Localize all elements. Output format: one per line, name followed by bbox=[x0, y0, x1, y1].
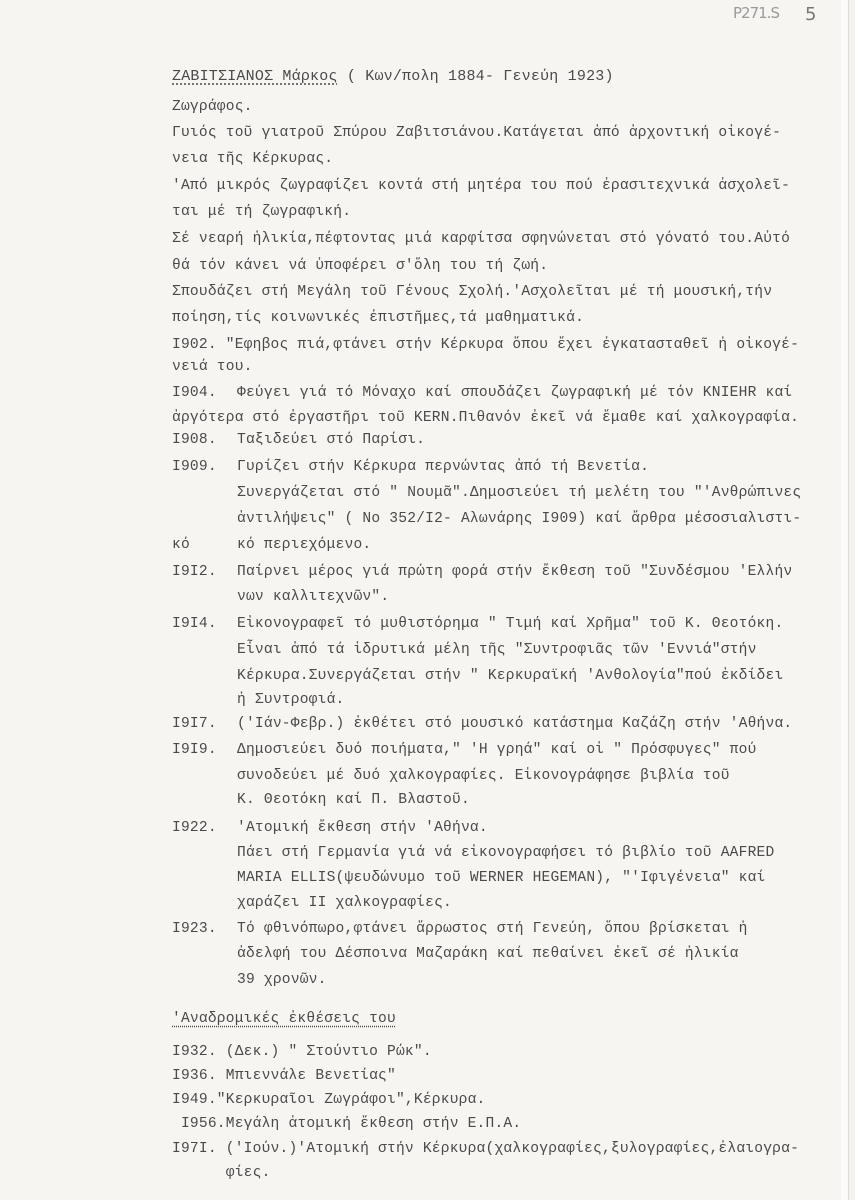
bio-year: I908. bbox=[172, 432, 217, 448]
bio-text: νων καλλιτεχνῶν". bbox=[237, 589, 390, 605]
bio-text: ἀδελφή του Δέσποινα Μαζαράκη καί πεθαίνει ἐκεῖ σέ ἡλικία bbox=[237, 946, 739, 962]
retrospective-item: I97I. ('Ιούν.)'Ατομική στήν Κέρκυρα(χαλκογραφίες,ξυλογραφίες,ἐλαιογρα- bbox=[172, 1141, 800, 1157]
retrospective-item: φίες. bbox=[172, 1165, 271, 1181]
bio-text: Γυρίζει στήν Κέρκυρα περνώντας ἀπό τή Βενετία. bbox=[237, 459, 650, 475]
title-dates: ( Κων/πολη 1884- Γενεύη 1923) bbox=[337, 68, 614, 85]
bio-text: Κ. Θεοτόκη καί Π. Βλαστοῦ. bbox=[237, 792, 470, 808]
bio-year: I904. bbox=[172, 385, 217, 401]
bio-text: 'Ατομική ἔκθεση στήν 'Αθήνα. bbox=[237, 820, 488, 836]
bio-text: θά τόν κάνει νά ὑποφέρει σ'ὅλη του τή ζωή. bbox=[172, 258, 549, 274]
bio-year: I9I9. bbox=[172, 742, 217, 758]
retrospective-item: I936. Μπιεννάλε Βενετίας" bbox=[172, 1068, 396, 1084]
bio-text: Εἰκονογραφεῖ τό μυθιστόρημα " Τιμή καί Χρῆμα" τοῦ Κ. Θεοτόκη. bbox=[237, 616, 784, 632]
archive-reference: P271.S bbox=[733, 4, 779, 22]
bio-text: 'Από μικρός ζωγραφίζει κοντά στή μητέρα του πού ἐρασιτεχνικά ἀσχολεῖ- bbox=[172, 178, 791, 194]
bio-text: ἀργότερα στό ἐργαστῆρι τοῦ KERN.Πιθανόν ἐκεῖ νά ἔμαθε καί χαλκογραφία. bbox=[172, 410, 800, 426]
bio-text: Γυιός τοῦ γιατροῦ Σπύρου Ζαβιτσιάνου.Κατάγεται ἀπό ἀρχοντική οἰκογέ- bbox=[172, 125, 782, 141]
bio-text: MARIA ELLIS(ψευδώνυμο τοῦ WERNER HEGEMAN), "'Ιφιγένεια" καί bbox=[237, 870, 766, 886]
bio-text: I902. "Εφηβος πιά,φτάνει στήν Κέρκυρα ὅπου ἔχει ἐγκατασταθεῖ ἡ οἰκογέ- bbox=[172, 337, 800, 353]
bio-year: I909. bbox=[172, 459, 217, 475]
retrospective-heading: 'Αναδρομικές ἐκθέσεις του bbox=[172, 1011, 396, 1027]
retrospective-item: I932. (Δεκ.) " Στούντιο Ρώκ". bbox=[172, 1044, 432, 1060]
bio-text: ποίηση,τίς κοινωνικές ἐπιστῆμες,τά μαθηματικά. bbox=[172, 310, 585, 326]
page-number: 5 bbox=[805, 4, 817, 25]
bio-text: Σέ νεαρή ἡλικία,πέφτοντας μιά καρφίτσα σφηνώνεται στό γόνατό του.Αὐτό bbox=[172, 231, 791, 247]
bio-text: νεια τῆς Κέρκυρας. bbox=[172, 151, 334, 167]
retrospective-item: I949."Κερκυραῖοι Ζωγράφοι",Κέρκυρα. bbox=[172, 1092, 486, 1108]
bio-year: I923. bbox=[172, 921, 217, 937]
bio-text: ('Ιάν-Φεβρ.) ἐκθέτει στό μουσικό κατάστημα Καζάζη στήν 'Αθήνα. bbox=[237, 716, 793, 732]
bio-text: Πάει στή Γερμανία γιά νά εἰκονογραφήσει τό βιβλίο τοῦ AAFRED bbox=[237, 845, 775, 861]
bio-text: Εἶναι ἀπό τά ἱδρυτικά μέλη τῆς "Συντροφιᾶς τῶν 'Εννιά"στήν bbox=[237, 642, 757, 658]
bio-year: κό bbox=[172, 537, 190, 553]
bio-year: I9I4. bbox=[172, 616, 217, 632]
bio-text: Σπουδάζει στή Μεγάλη τοῦ Γένους Σχολή.'Ασχολεῖται μέ τή μουσική,τήν bbox=[172, 284, 773, 300]
bio-text: 39 χρονῶν. bbox=[237, 972, 327, 988]
bio-text: ἡ Συντροφιά. bbox=[237, 692, 345, 708]
bio-text: Συνεργάζεται στό " Νουμᾶ".Δημοσιεύει τή μελέτη του "'Ανθρώπινες bbox=[237, 485, 802, 501]
bio-text: Παίρνει μέρος γιά πρώτη φορά στήν ἔκθεση τοῦ "Συνδέσμου 'Ελλήν bbox=[237, 564, 793, 580]
retrospective-item: I956.Μεγάλη ἀτομική ἔκθεση στήν Ε.Π.Α. bbox=[172, 1116, 522, 1132]
bio-year: I922. bbox=[172, 820, 217, 836]
bio-text: Τό φθινόπωρο,φτάνει ἄρρωστος στή Γενεύη, ὅπου βρίσκεται ἡ bbox=[237, 921, 748, 937]
bio-text: Ταξιδεύει στό Παρίσι. bbox=[237, 432, 426, 448]
document-title bbox=[172, 68, 614, 86]
bio-text: ἀντιλήψεις" ( Νο 352/I2- Αλωνάρης I909) καί ἄρθρα μέσοσιαλιστι- bbox=[237, 511, 802, 527]
bio-year: I9I2. bbox=[172, 564, 217, 580]
bio-text: κό περιεχόμενο. bbox=[237, 537, 372, 553]
bio-text: συνοδεύει μέ δυό χαλκογραφίες. Εἰκονογράφησε βιβλία τοῦ bbox=[237, 768, 730, 784]
bio-text: Φεύγει γιά τό Μόναχο καί σπουδάζει ζωγραφική μέ τόν KNIEHR καί bbox=[237, 385, 793, 401]
title-name: ΖΑΒΙΤΣΙΑΝΟΣ Μάρκος bbox=[172, 68, 338, 85]
bio-text: Δημοσιεύει δυό ποιήματα," 'Η γρηά" καί οἱ " Πρόσφυγες" πού bbox=[237, 742, 757, 758]
bio-text: Ζωγράφος. bbox=[172, 99, 253, 115]
bio-text: ται μέ τή ζωγραφική. bbox=[172, 204, 352, 220]
page-edge bbox=[841, 0, 848, 1200]
bio-text: νειά του. bbox=[172, 359, 253, 375]
bio-text: χαράζει II χαλκογραφίες. bbox=[237, 895, 452, 911]
bio-year: I9I7. bbox=[172, 716, 217, 732]
bio-text: Κέρκυρα.Συνεργάζεται στήν " Κερκυραϊκή 'Ανθολογία"πού ἐκδίδει bbox=[237, 668, 784, 684]
